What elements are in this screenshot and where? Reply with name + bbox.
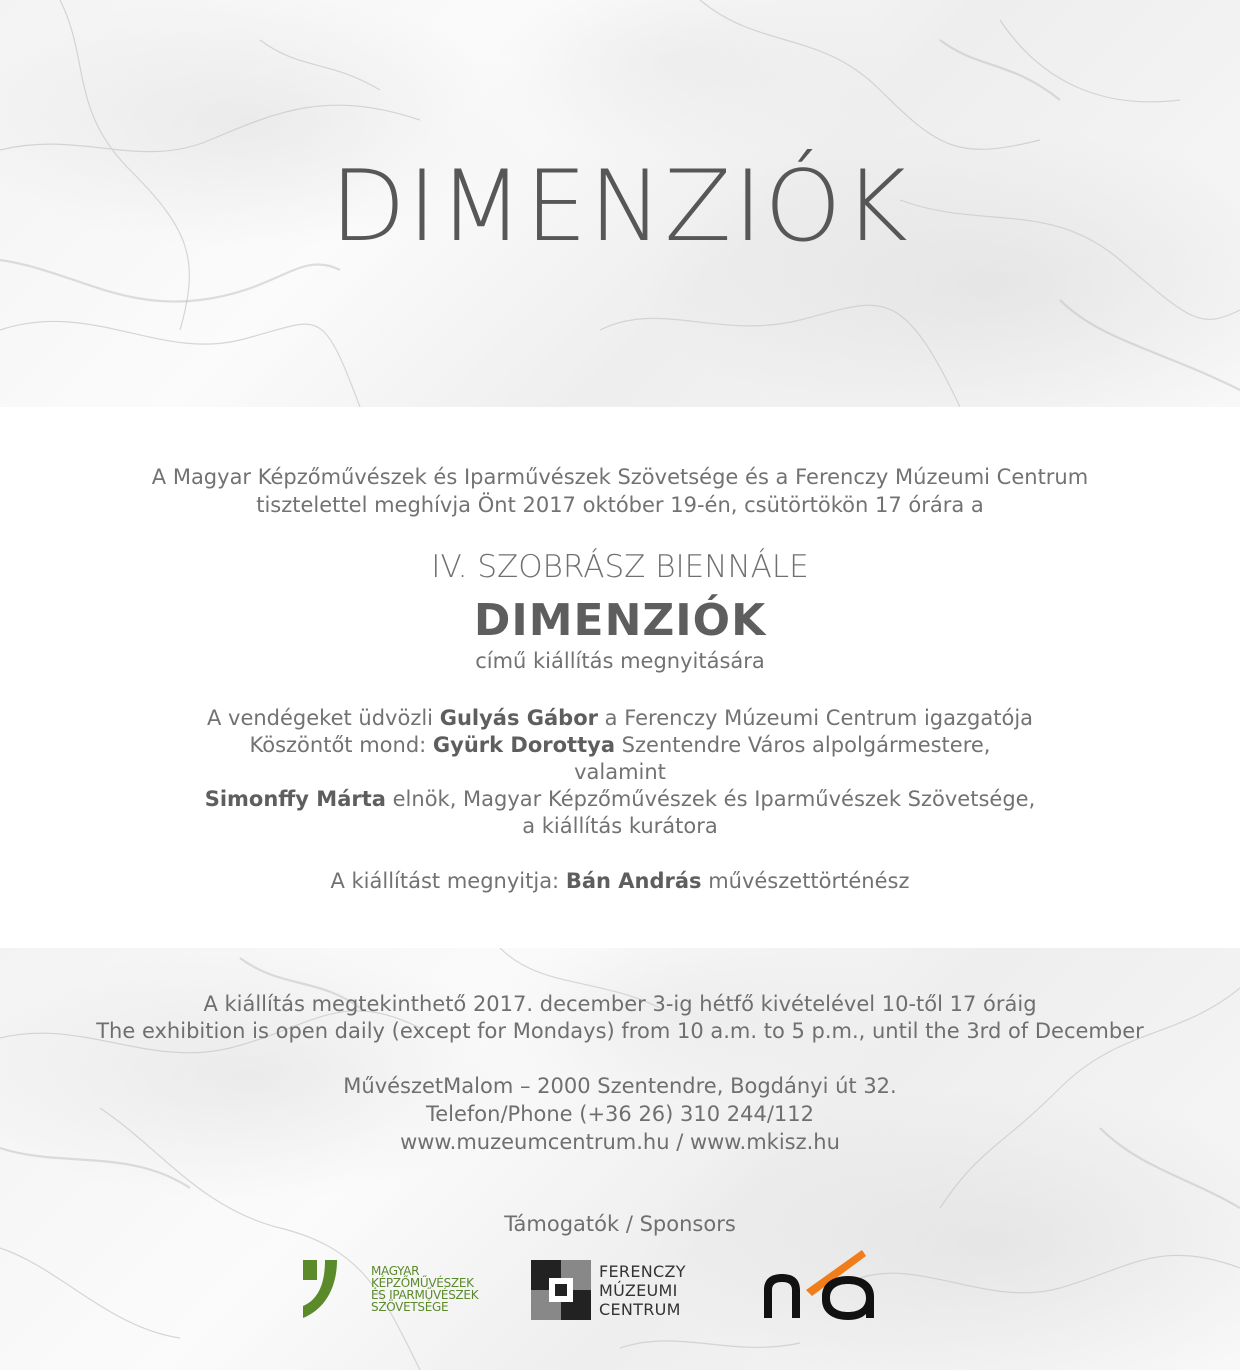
event-subtitle: IV. SZOBRÁSZ BIENNÁLE bbox=[431, 549, 809, 585]
opener-pre: A kiállítást megnyitja: bbox=[330, 869, 566, 893]
exhibition-opener bbox=[0, 869, 1240, 893]
venue-phone: Telefon/Phone (+36 26) 310 244/112 bbox=[425, 1102, 815, 1126]
marble-header-background bbox=[0, 0, 1240, 407]
mkisz-name-line-3: ÉS IPARMŰVÉSZEK bbox=[371, 1288, 479, 1302]
speakers-list bbox=[0, 705, 1240, 840]
sponsors-heading: Támogatók / Sponsors bbox=[504, 1212, 736, 1236]
fmc-name-line-2: MÚZEUMI bbox=[599, 1280, 678, 1300]
event-tagline: című kiállítás megnyitására bbox=[475, 649, 765, 673]
event-title: DIMENZIÓK bbox=[473, 595, 767, 646]
mkisz-name-line-2: KÉPZŐMŰVÉSZEK bbox=[371, 1276, 474, 1290]
speaker-1-role: a Ferenczy Múzeumi Centrum igazgatója bbox=[597, 706, 1034, 730]
invitation-intro bbox=[0, 463, 1240, 519]
opener-role: művészettörténész bbox=[701, 869, 910, 893]
speaker-line-5: a kiállítás kurátora bbox=[522, 814, 718, 838]
opening-hours-en: The exhibition is open daily (except for Mondays) from 10 a.m. to 5 p.m., until the 3rd of December bbox=[96, 1019, 1144, 1043]
mkisz-name-line-1: MAGYAR bbox=[371, 1264, 420, 1278]
venue-websites: www.muzeumcentrum.hu / www.mkisz.hu bbox=[400, 1130, 840, 1154]
contact-info bbox=[0, 1072, 1240, 1156]
speaker-2-role-pre: Köszöntőt mond: bbox=[249, 733, 433, 757]
nka-wordmark-icon bbox=[762, 1250, 886, 1322]
opening-hours bbox=[0, 991, 1240, 1045]
mkisz-emblem-icon bbox=[303, 1260, 363, 1318]
speaker-1-name: Gulyás Gábor bbox=[439, 706, 598, 730]
speaker-line-4 bbox=[0, 786, 1240, 813]
main-title: DIMENZIÓK bbox=[330, 150, 910, 264]
mkisz-name-line-4: SZÖVETSÉGE bbox=[371, 1300, 449, 1314]
mkisz-logo bbox=[303, 1260, 478, 1318]
opener-name: Bán András bbox=[565, 869, 702, 893]
fmc-emblem-icon bbox=[531, 1260, 591, 1320]
invitation-body bbox=[0, 407, 1240, 948]
fmc-name-line-1: FERENCZY bbox=[599, 1261, 686, 1281]
speaker-1-role-pre: A vendégeket üdvözli bbox=[206, 706, 440, 730]
speaker-2-role: Szentendre Város alpolgármestere, bbox=[615, 733, 991, 757]
marble-footer-background bbox=[0, 948, 1240, 1370]
opening-hours-hu: A kiállítás megtekinthető 2017. december 3-ig hétfő kivételével 10-től 17 óráig bbox=[203, 992, 1037, 1016]
speaker-line-2 bbox=[0, 732, 1240, 759]
fmc-name-line-3: CENTRUM bbox=[599, 1299, 681, 1319]
fmc-name bbox=[599, 1262, 686, 1319]
intro-line-2: tisztelettel meghívja Önt 2017 október 19-én, csütörtökön 17 órára a bbox=[256, 493, 984, 517]
fmc-logo bbox=[531, 1260, 686, 1320]
mkisz-name bbox=[371, 1265, 478, 1313]
speaker-3-name: Simonffy Márta bbox=[204, 787, 386, 811]
venue-address: MűvészetMalom – 2000 Szentendre, Bogdányi út 32. bbox=[343, 1074, 897, 1098]
speaker-line-3: valamint bbox=[574, 760, 666, 784]
speaker-2-name: Gyürk Dorottya bbox=[432, 733, 615, 757]
nka-logo bbox=[762, 1250, 886, 1322]
intro-line-1: A Magyar Képzőművészek és Iparművészek Szövetsége és a Ferenczy Múzeumi Centrum bbox=[151, 465, 1089, 489]
speaker-3-role: elnök, Magyar Képzőművészek és Iparművészek Szövetsége, bbox=[385, 787, 1036, 811]
speaker-line-1 bbox=[0, 705, 1240, 732]
